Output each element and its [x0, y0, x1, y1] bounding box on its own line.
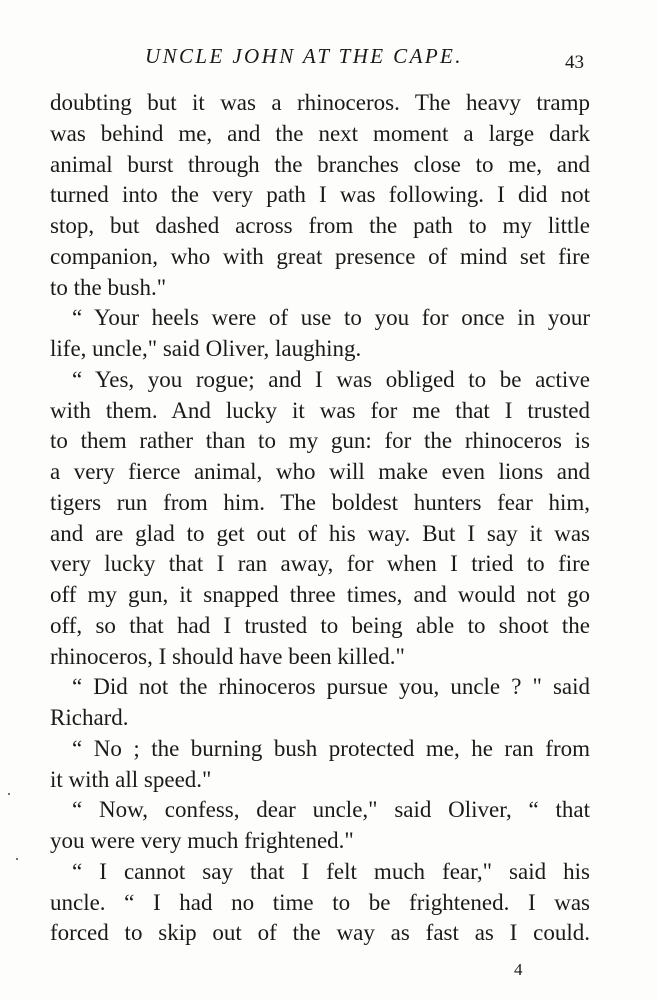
text-line: “ I cannot say that I felt much fear," said his	[72, 858, 590, 884]
paper-speck	[8, 793, 10, 795]
text-line: doubting but it was a rhinoceros. The heavy tramp	[50, 90, 590, 115]
text-line: rhinoceros, I should have been killed."	[50, 643, 405, 669]
paper-speck	[16, 858, 18, 860]
text-line: Richard.	[50, 705, 129, 730]
signature-mark: 4	[514, 960, 523, 979]
text-line: tigers run from him. The boldest hunters fear him,	[50, 489, 590, 515]
text-line: “ Your heels were of use to you for once in your	[72, 305, 590, 331]
text-line: life, uncle," said Oliver, laughing.	[50, 336, 362, 361]
running-head: UNCLE JOHN AT THE CAPE.	[145, 44, 463, 68]
page-number: 43	[565, 52, 584, 73]
text-line: it with all speed."	[50, 766, 212, 792]
text-line: “ No ; the burning bush protected me, he ran from	[72, 735, 590, 761]
text-line: uncle. “ I had no time to be frightened. I was	[50, 889, 590, 915]
text-line: and are glad to get out of his way. But I say it was	[50, 520, 590, 546]
text-line: turned into the very path I was following. I did not	[50, 182, 590, 208]
text-line: a very fierce animal, who will make even lions and	[50, 459, 590, 484]
text-line: you were very much frightened."	[50, 828, 354, 853]
text-line: off, so that had I trusted to being able to shoot the	[50, 612, 590, 638]
text-line: stop, but dashed across from the path to my little	[50, 213, 590, 238]
text-line: very lucky that I ran away, for when I tried to fire	[50, 551, 590, 577]
body-text	[50, 88, 590, 949]
text-line: companion, who with great presence of mind set fire	[50, 243, 590, 269]
text-line: animal burst through the branches close to me, and	[50, 151, 590, 177]
text-line: was behind me, and the next moment a large dark	[50, 120, 590, 146]
text-line: “ Did not the rhinoceros pursue you, uncle ? " said	[72, 674, 590, 700]
text-line: with them. And lucky it was for me that I trusted	[50, 397, 590, 423]
text-line: “ Yes, you rogue; and I was obliged to be active	[72, 366, 590, 392]
text-line: to them rather than to my gun: for the rhinoceros is	[50, 428, 590, 454]
text-line: to the bush."	[50, 274, 167, 300]
text-line: off my gun, it snapped three times, and would not go	[50, 582, 590, 607]
text-line: forced to skip out of the way as fast as I could.	[50, 920, 590, 946]
text-line: “ Now, confess, dear uncle," said Oliver, “ that	[72, 797, 590, 823]
